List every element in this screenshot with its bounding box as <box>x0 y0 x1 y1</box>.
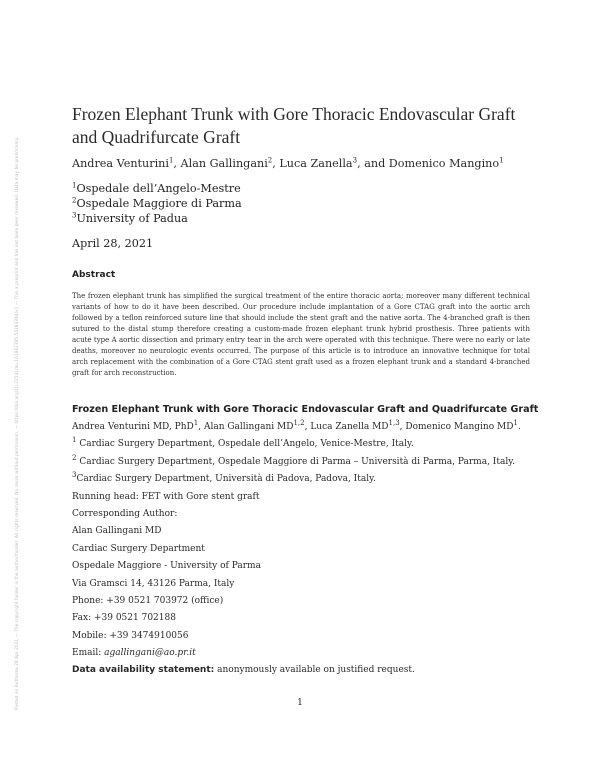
abstract-heading: Abstract <box>72 270 116 280</box>
corresponding-address: Via Gramsci 14, 43126 Parma, Italy <box>72 578 235 589</box>
affiliation: $^3$University of Padua <box>72 211 188 225</box>
affiliation: $^1$Ospedale dell’Angelo-Mestre <box>72 181 241 195</box>
paper-title: Frozen Elephant Trunk with Gore Thoracic Endovascular Graft and Quadrifurcate Graft <box>72 104 516 147</box>
affiliation: $^2$Ospedale Maggiore di Parma <box>72 196 242 210</box>
corresponding-label: Corresponding Author: <box>72 508 178 519</box>
page-number: 1 <box>297 698 303 708</box>
section-title: Frozen Elephant Trunk with Gore Thoracic Endovascular Graft and Quadrifurcate Graft <box>72 404 539 415</box>
email-address[interactable]: agallingani@ao.pr.it <box>104 648 196 659</box>
department-line: $^1$ Cardiac Surgery Department, Ospedale dell’Angelo, Venice-Mestre, Italy. <box>72 436 414 450</box>
department-line: $^3$Cardiac Surgery Department, Università di Padova, Padova, Italy. <box>72 471 376 485</box>
corresponding-name: Alan Gallingani MD <box>72 526 162 537</box>
paper-body <box>72 419 542 680</box>
corresponding-hospital: Ospedale Maggiore - University of Parma <box>72 561 261 572</box>
phone-line: Phone: +39 0521 703972 (office) <box>72 595 224 606</box>
mobile-line: Mobile: +39 3474910056 <box>72 630 189 641</box>
preprint-side-stamp: Posted on Authorea 28 Apr 2021 — The copyright holder is the author/funder. All rights reserved. No reuse without permission. — https://doi.org/10.22541/au.161962395.54283394/v1 — This a preprint and has not been peer reviewed. Data may be preliminary. <box>14 136 19 710</box>
corresponding-department: Cardiac Surgery Department <box>72 543 205 554</box>
affiliation-list <box>72 181 242 226</box>
author: Alan Gallingani$^2$ <box>180 156 273 170</box>
department-line: $^2$ Cardiac Surgery Department, Ospedale Maggiore di Parma – Università di Parma, Parma, Italy. <box>72 453 515 467</box>
abstract-text: The frozen elephant trunk has simplified the surgical treatment of the entire thoracic aorta; moreover many different technical variants of how to do it have been described. Our procedure include implantation of a Gore CTAG graft into the aortic arch followed by a teflon reinforced suture line that should include the stent graft and the native aorta. The 4-branched graft is then sutured to the distal stump therefore creating a custom-made frozen elephant trunk hybrid prosthesis. Three patients with acute type A aortic dissection and primary entry tear in the arch were operated with this technique. There were no early or late deaths, moreover no neurologic events occurred. The purpose of this article is to introduce an innovative technique for total arch replacement with the combination of a Gore CTAG stent graft used as a frozen elephant trunk and a standard 4-branched graft for arch reconstruction. <box>72 292 530 377</box>
publication-date: April 28, 2021 <box>72 237 154 250</box>
author: Andrea Venturini$^1$ <box>72 156 174 170</box>
data-availability-line: Data availability statement: anonymously available on justified request. <box>72 665 415 676</box>
running-head: Running head: FET with Gore stent graft <box>72 491 260 502</box>
fax-line: Fax: +39 0521 702188 <box>72 613 176 624</box>
author-list: Andrea Venturini$^1$, Alan Gallingani$^2$, Luca Zanella$^3$, and Domenico Mangino$^1$ <box>72 156 504 170</box>
author: Luca Zanella$^3$ <box>279 156 358 170</box>
full-author-list: Andrea Venturini MD, PhD$^1$, Alan Gallingani MD$^{1,2}$, Luca Zanella MD$^{1,3}$, Domenico Mangino $MD^1$. <box>72 419 521 432</box>
author: Domenico Mangino$^1$ <box>388 156 504 170</box>
email-line: Email: agallingani@ao.pr.it <box>72 648 196 659</box>
